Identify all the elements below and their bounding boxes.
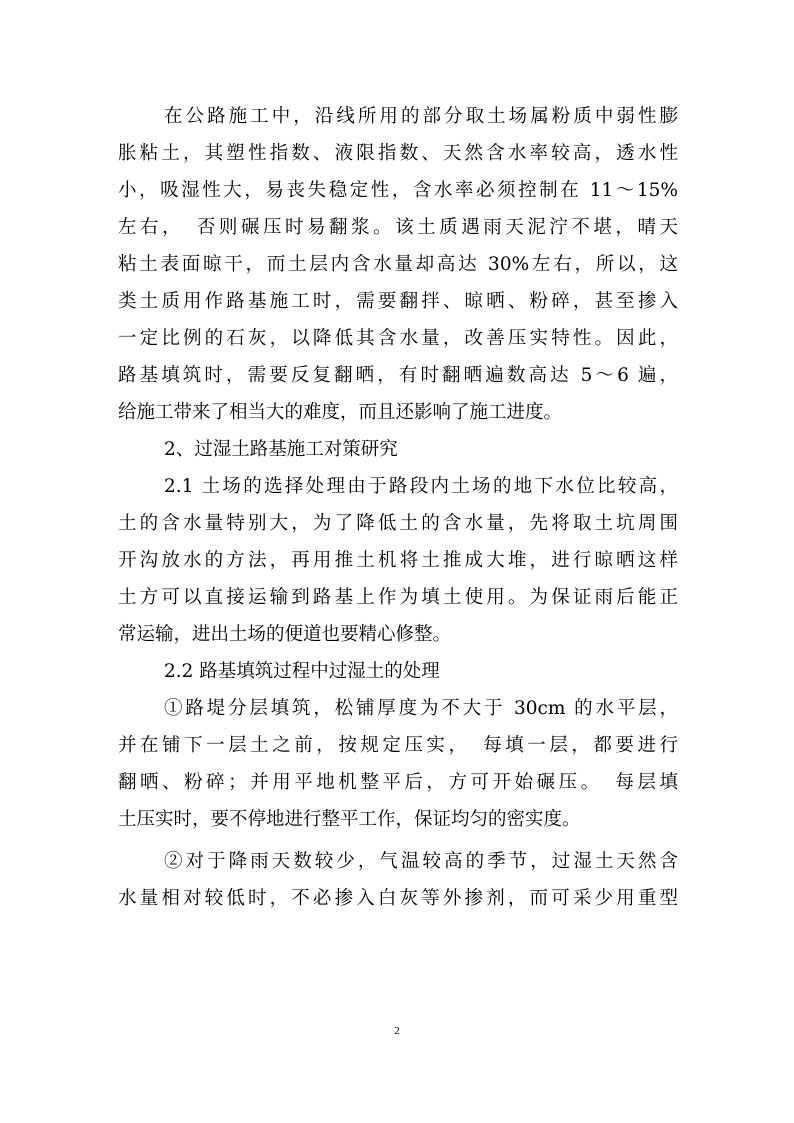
paragraph-line: 胀粘土，其塑性指数、液限指数、天然含水率较高，透水性 (118, 143, 678, 164)
paragraph-line: 土方可以直接运输到路基上作为填土使用。为保证雨后能正 (118, 587, 678, 608)
paragraph-line: 在公路施工中，沿线所用的部分取土场属粉质中弱性膨 (164, 106, 678, 127)
paragraph-line: 水量相对较低时，不必掺入白灰等外掺剂，而可采少用重型 (118, 888, 678, 909)
paragraph-line: ①路堤分层填筑，松铺厚度为不大于 30cm 的水平层， (164, 698, 678, 719)
paragraph-line: 类土质用作路基施工时，需要翻拌、晾晒、粉碎，甚至掺入 (118, 291, 678, 312)
paragraph-line: 开沟放水的方法，再用推土机将土推成大堆，进行晾晒这样 (118, 550, 678, 571)
section-heading: 2、过湿土路基施工对策研究 (164, 439, 398, 460)
body-text (118, 98, 678, 917)
paragraph-line: 小，吸湿性大，易丧失稳定性，含水率必须控制在 11～15% (118, 180, 678, 201)
paragraph-line: 给施工带来了相当大的难度，而且还影响了施工进度。 (118, 402, 563, 423)
paragraph-line: 并在铺下一层土之前，按规定压实， 每填一层，都要进行 (118, 735, 678, 756)
paragraph-line: 左右， 否则碾压时易翻浆。该土质遇雨天泥泞不堪，晴天 (118, 217, 678, 238)
paragraph-line: 常运输，进出土场的便道也要精心修整。 (118, 624, 452, 645)
paragraph-line: 土压实时，要不停地进行整平工作，保证均匀的密实度。 (118, 809, 581, 830)
paragraph-line: ②对于降雨天数较少，气温较高的季节，过湿土天然含 (164, 851, 678, 872)
paragraph-line: 一定比例的石灰，以降低其含水量，改善压实特性。因此， (118, 328, 678, 349)
section-heading: 2.2 路基填筑过程中过湿土的处理 (164, 661, 440, 682)
page-number: 2 (394, 1025, 400, 1037)
paragraph-line: 翻晒、粉碎；并用平地机整平后，方可开始碾压。 每层填 (118, 772, 678, 793)
paragraph-line: 土的含水量特别大，为了降低土的含水量，先将取土坑周围 (118, 513, 678, 534)
paragraph-line: 粘土表面晾干，而土层内含水量却高达 30%左右，所以，这 (118, 254, 678, 275)
paragraph-line: 路基填筑时，需要反复翻晒，有时翻晒遍数高达 5～6 遍， (118, 365, 678, 386)
paragraph-line: 2.1 土场的选择处理由于路段内土场的地下水位比较高， (164, 476, 678, 497)
